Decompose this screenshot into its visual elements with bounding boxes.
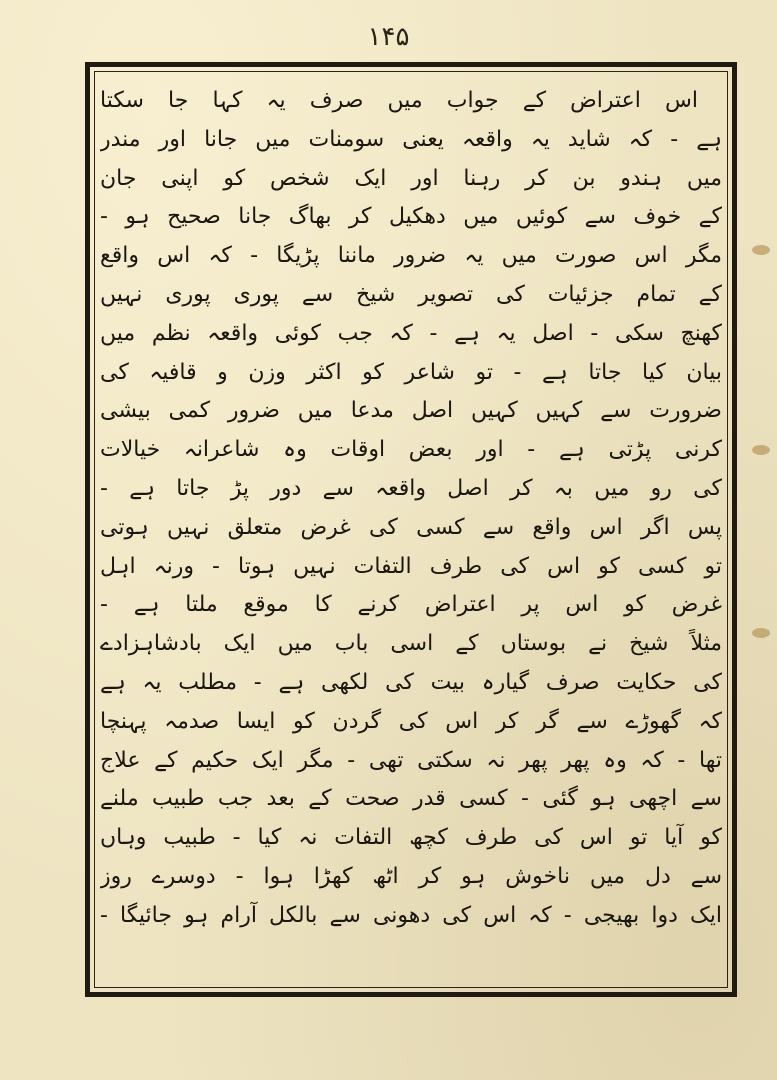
text-line: میں ہندو بن کر رہنا اور ایک شخص کو اپنی جان [100,165,722,191]
text-line: کھنچ سکی - اصل یہ ہے - کہ جب کوئی واقعہ نظم میں [100,320,722,346]
text-line: سے دل میں ناخوش ہو کر اٹھ کھڑا ہوا - دوسرے روز [100,863,722,889]
text-line: تو کسی کو اس کی طرف التفات نہیں ہوتا - ورنہ اہل [100,553,722,579]
text-line: کی رو میں بہ کر اصل واقعہ سے دور پڑ جاتا ہے - [100,475,722,501]
text-line: ہے - کہ شاید یہ واقعہ یعنی سومنات میں جانا اور مندر [100,126,722,152]
text-line: کہ گھوڑے سے گر کر اس کی گردن کو ایسا صدمہ پہنچا [100,708,722,734]
binding-stain [752,445,770,455]
text-line: بیان کیا جاتا ہے - تو شاعر کو اکثر وزن و قافیہ کی [100,359,722,385]
text-line: کو آیا تو اس کی طرف کچھ التفات نہ کیا - طبیب وہاں [100,825,722,851]
text-line: کی حکایت صرف گیارہ بیت کی لکھی ہے - مطلب یہ ہے [100,669,722,695]
text-line: کرنی پڑتی ہے - اور بعض اوقات وہ شاعرانہ خیالات [100,437,722,463]
text-line: پس اگر اس واقع سے کسی کی غرض متعلق نہیں ہوتی [100,514,722,540]
text-line: کے تمام جزئیات کی تصویر شیخ سے پوری پوری نہیں [100,281,722,307]
body-text [100,82,722,982]
text-line: اس اعتراض کے جواب میں صرف یہ کہا جا سکتا [100,88,698,113]
text-line: کے خوف سے کوئیں میں دھکیل کر بھاگ جانا صحیح ہو - [100,204,722,230]
text-line: ایک دوا بھیجی - کہ اس کی دھونی سے بالکل آرام ہو جائیگا - [100,902,722,928]
text-line: ضرورت سے کہیں کہیں اصل مدعا میں ضرور کمی بیشی [100,398,722,424]
text-line: مثلاً شیخ نے بوستاں کے اسی باب میں ایک بادشاہزادے [100,631,722,657]
text-line: مگر اس صورت میں یہ ضرور ماننا پڑیگا - کہ اس واقع [100,243,722,269]
text-line: سے اچھی ہو گئی - کسی قدر صحت کے بعد جب طبیب ملنے [100,786,722,812]
text-line: تھا - کہ وہ پھر پھر نہ سکتی تھی - مگر ایک حکیم کے علاج [100,747,722,773]
binding-stain [752,628,770,638]
page-number: ۱۴۵ [367,22,410,52]
binding-stain [752,245,770,255]
text-line: غرض کو اس پر اعتراض کرنے کا موقع ملتا ہے - [100,592,722,618]
